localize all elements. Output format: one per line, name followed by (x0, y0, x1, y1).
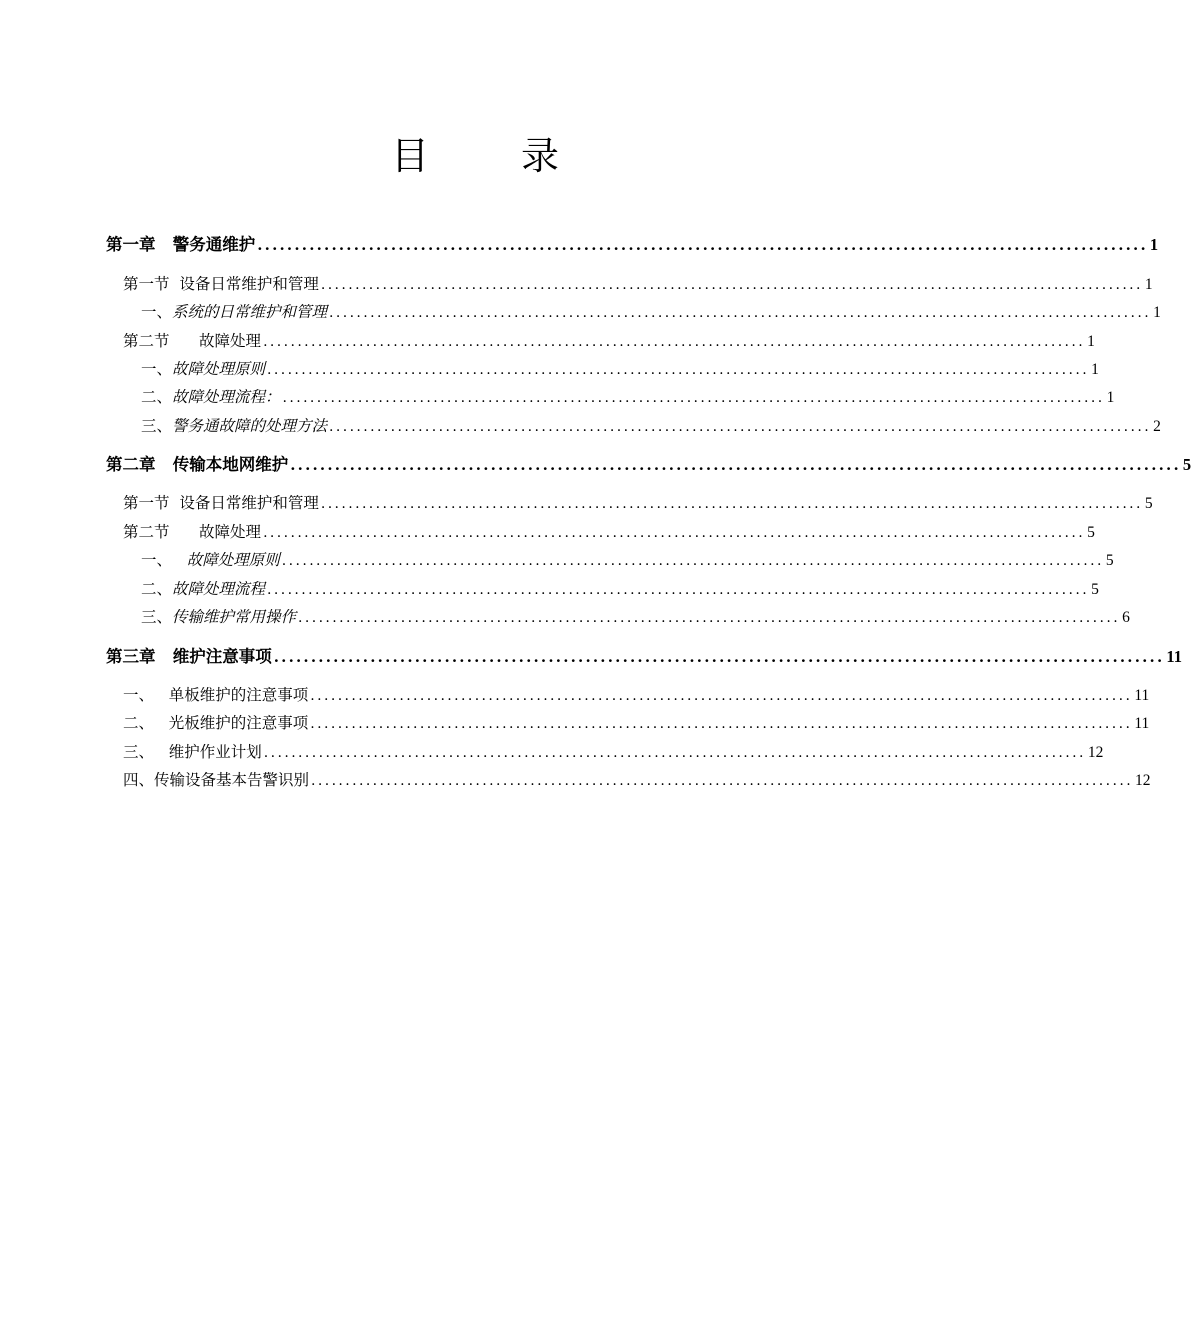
toc-leader-dots: ........................................................................................................................ (298, 610, 1121, 626)
toc-entry-label (141, 605, 296, 629)
toc-leader-dots: ........................................................................................................................ (329, 305, 1152, 321)
toc-page-number: 1 (1106, 389, 1115, 406)
toc-subsection-1-2-3[interactable] (141, 414, 1161, 438)
toc-subsection-2-2-3[interactable] (141, 605, 1130, 629)
toc-leader-dots: ........................................................................................................................ (290, 456, 1181, 474)
toc-leader-dots: ........................................................................................................................ (320, 496, 1143, 512)
toc-page-number: 6 (1122, 609, 1130, 626)
toc-entry-label: 第二节 故障处理 (123, 523, 262, 541)
toc-entry-label: 第三章 维护注意事项 (106, 647, 272, 666)
toc-section-1-2[interactable] (123, 329, 1095, 353)
toc-page-number: 5 (1105, 552, 1114, 569)
toc-section-2-1[interactable] (123, 491, 1153, 515)
toc-entry-label: 二、 光板维护的注意事项 (123, 714, 309, 732)
toc-leader-dots: ........................................................................................................................ (310, 688, 1133, 704)
toc-entry-label (141, 385, 281, 409)
toc-entry-label: 第二章 传输本地网维护 (106, 455, 289, 474)
toc-section-1-1[interactable] (123, 272, 1153, 296)
toc-subsection-1-2-2[interactable] (141, 385, 1115, 409)
toc-entry-prefix: 二、 (141, 388, 173, 406)
toc-leader-dots: ........................................................................................................................ (267, 582, 1090, 598)
toc-page-number: 5 (1087, 524, 1095, 541)
toc-page-number: 1 (1149, 235, 1159, 254)
toc-leader-dots: ........................................................................................................................ (281, 553, 1104, 569)
toc-page-number: 11 (1134, 715, 1150, 732)
toc-entry-label: 第一节 设备日常维护和管理 (123, 494, 319, 512)
toc-entry-label: 第一章 警务通维护 (106, 235, 256, 254)
toc-entry-text: 系统的日常维护和管理 (172, 303, 328, 321)
toc-entry-label: 四、传输设备基本告警识别 (123, 771, 310, 789)
toc-page-number: 1 (1144, 276, 1153, 293)
toc-page-number: 12 (1087, 744, 1104, 761)
toc-entry-label: 第一节 设备日常维护和管理 (123, 275, 319, 293)
toc-page-number: 11 (1134, 687, 1150, 704)
toc-item-3-2[interactable] (123, 711, 1150, 735)
toc-entry-text: 警务通故障的处理方法 (172, 417, 328, 435)
toc-entry-label: 一、 单板维护的注意事项 (123, 686, 309, 704)
toc-entry-label (141, 300, 327, 324)
page-title: 目 录 (390, 134, 600, 178)
toc-entry-prefix: 一、 (141, 303, 173, 321)
toc-entry-label: 三、 维护作业计划 (123, 743, 262, 761)
toc-page-number: 1 (1091, 361, 1099, 378)
toc-subsection-1-1-1[interactable] (141, 300, 1161, 324)
toc-entry-text: 故障处理原则 (172, 360, 266, 378)
toc-entry-prefix: 一、 (141, 360, 173, 378)
toc-leader-dots: ........................................................................................................................ (310, 716, 1133, 732)
toc-leader-dots: ........................................................................................................................ (263, 525, 1086, 541)
toc-subsection-2-2-1[interactable] (141, 548, 1114, 572)
toc-page-number: 1 (1153, 304, 1161, 321)
toc-leader-dots: ........................................................................................................................ (263, 745, 1086, 761)
toc-entry-prefix: 三、 (141, 417, 173, 435)
toc-item-3-1[interactable] (123, 683, 1150, 707)
toc-leader-dots: ........................................................................................................................ (329, 419, 1152, 435)
toc-entry-label: 第二节 故障处理 (123, 332, 262, 350)
toc-entry-text: 故障处理流程 (172, 580, 266, 598)
toc-entry-prefix: 二、 (141, 580, 173, 598)
toc-leader-dots: ........................................................................................................................ (311, 773, 1134, 789)
toc-chapter-2[interactable] (106, 453, 1191, 477)
toc-leader-dots: ........................................................................................................................ (267, 362, 1090, 378)
toc-item-3-4[interactable] (123, 768, 1151, 792)
toc-section-2-2[interactable] (123, 520, 1095, 544)
toc-page-number: 11 (1166, 647, 1182, 666)
toc-chapter-3[interactable] (106, 645, 1182, 669)
toc-page-number: 1 (1087, 333, 1095, 350)
toc-subsection-1-2-1[interactable] (141, 357, 1099, 381)
toc-item-3-3[interactable] (123, 740, 1104, 764)
toc-leader-dots: ........................................................................................................................ (273, 648, 1165, 666)
toc-leader-dots: ........................................................................................................................ (320, 277, 1143, 293)
toc-entry-label (141, 577, 265, 601)
toc-page-number: 5 (1182, 455, 1191, 474)
toc-page-number: 5 (1144, 495, 1153, 512)
toc-entry-prefix: 一、 (141, 551, 187, 569)
toc-entry-label (141, 548, 280, 572)
toc-entry-prefix: 三、 (141, 608, 173, 626)
toc-leader-dots: ........................................................................................................................ (257, 236, 1148, 254)
toc-entry-label (141, 414, 327, 438)
toc-leader-dots: ........................................................................................................................ (263, 334, 1086, 350)
toc-page-number: 12 (1135, 772, 1151, 789)
toc-subsection-2-2-2[interactable] (141, 577, 1099, 601)
toc-page-number: 5 (1091, 581, 1099, 598)
toc-entry-text: 传输维护常用操作 (172, 608, 297, 626)
toc-entry-text: 故障处理流程： (172, 388, 281, 406)
toc-entry-text: 故障处理原则 (186, 551, 280, 569)
toc-leader-dots: ........................................................................................................................ (282, 390, 1105, 406)
toc-entry-label (141, 357, 265, 381)
toc-page-number: 2 (1153, 418, 1161, 435)
toc-chapter-1[interactable] (106, 233, 1159, 257)
